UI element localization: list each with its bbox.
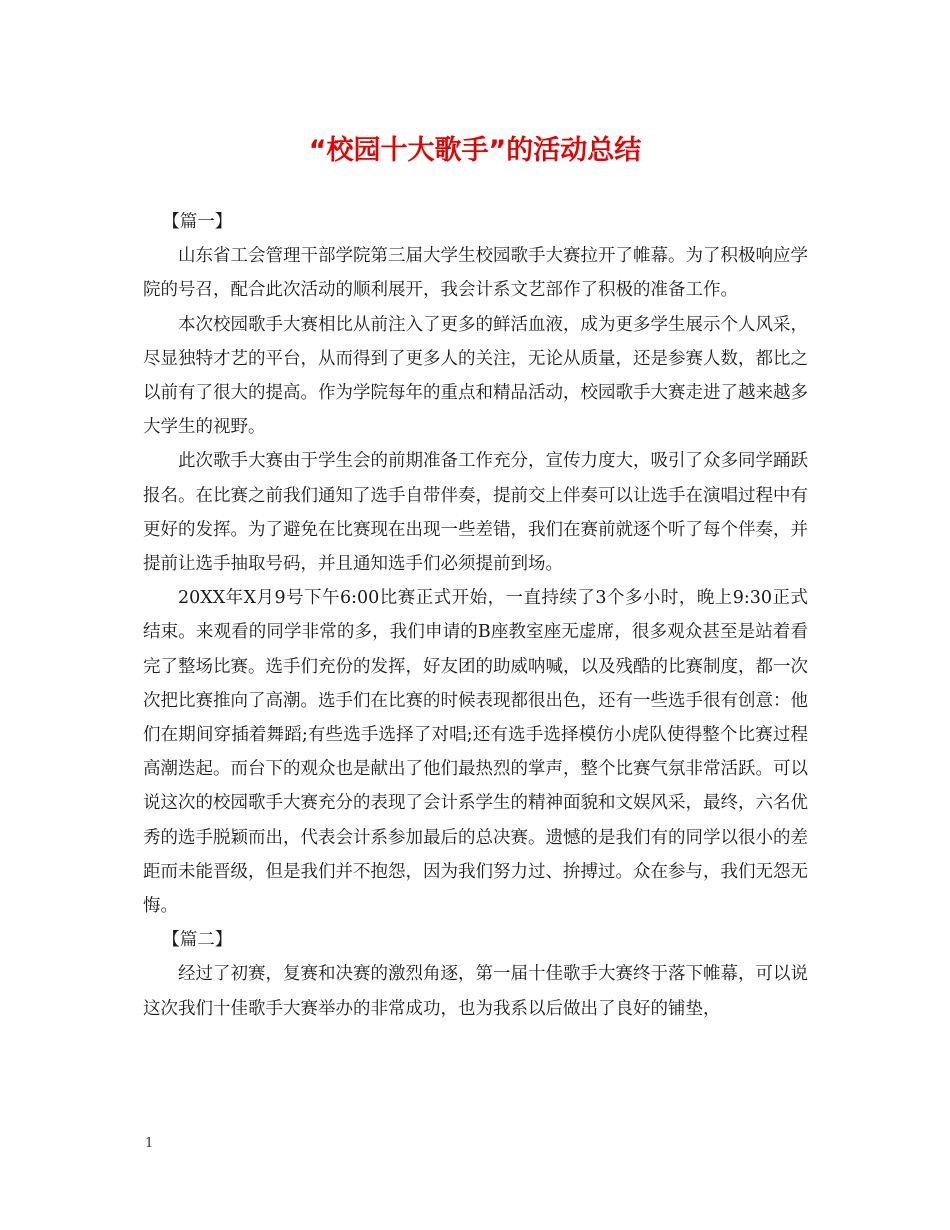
paragraph: 经过了初赛，复赛和决赛的激烈角逐，第一届十佳歌手大赛终于落下帷幕，可以说这次我们十佳歌手大赛举办的非常成功，也为我系以后做出了良好的铺垫， <box>143 964 808 1019</box>
paragraph: 本次校园歌手大赛相比从前注入了更多的鲜活血液，成为更多学生展示个人风采，尽显独特才艺的平台，从而得到了更多人的关注，无论从质量，还是参赛人数，都比之以前有了很大的提高。作为学院每年的重点和精品活动，校园歌手大赛走进了越来越多大学生的视野。 <box>143 314 808 438</box>
document-title: “校园十大歌手”的活动总结 <box>308 135 642 166</box>
section-heading-2: 【篇二】 <box>162 930 233 951</box>
section-heading-1: 【篇一】 <box>162 212 233 232</box>
paragraph: 20XX年X月9号下午6:00比赛正式开始，一直持续了3个多小时，晚上9:30正式结束。来观看的同学非常的多，我们申请的B座教室座无虚席，很多观众甚至是站着看完了整场比赛。选手们充份的发挥，好友团的助威呐喊，以及残酷的比赛制度，都一次次把比赛推向了高潮。选手们在比赛的时候表现都很出色，还有一些选手很有创意：他们在期间穿插着舞蹈;有些选手选择了对唱;还有选手选择模仿小虎队使得整个比赛过程高潮迭起。而台下的观众也是献出了他们最热烈的掌声，整个比赛气氛非常活跃。可以说这次的校园歌手大赛充分的表现了会计系学生的精神面貌和文娱风采，最终，六名优秀的选手脱颖而出，代表会计系参加最后的总决赛。遗憾的是我们有的同学以很小的差距而未能晋级，但是我们并不抱怨，因为我们努力过、拚搏过。众在参与，我们无怨无悔。 <box>143 588 808 917</box>
paragraph: 此次歌手大赛由于学生会的前期准备工作充分，宣传力度大，吸引了众多同学踊跃报名。在比赛之前我们通知了选手自带伴奏，提前交上伴奏可以让选手在演唱过程中有更好的发挥。为了避免在比赛现在出现一些差错，我们在赛前就逐个听了每个伴奏，并提前让选手抽取号码，并且通知选手们必须提前到场。 <box>143 451 808 575</box>
paragraph: 山东省工会管理干部学院第三届大学生校园歌手大赛拉开了帷幕。为了积极响应学院的号召，配合此次活动的顺利展开，我会计系文艺部作了积极的准备工作。 <box>143 246 808 301</box>
page-number: 1 <box>145 1136 154 1151</box>
document-body <box>143 205 808 1026</box>
